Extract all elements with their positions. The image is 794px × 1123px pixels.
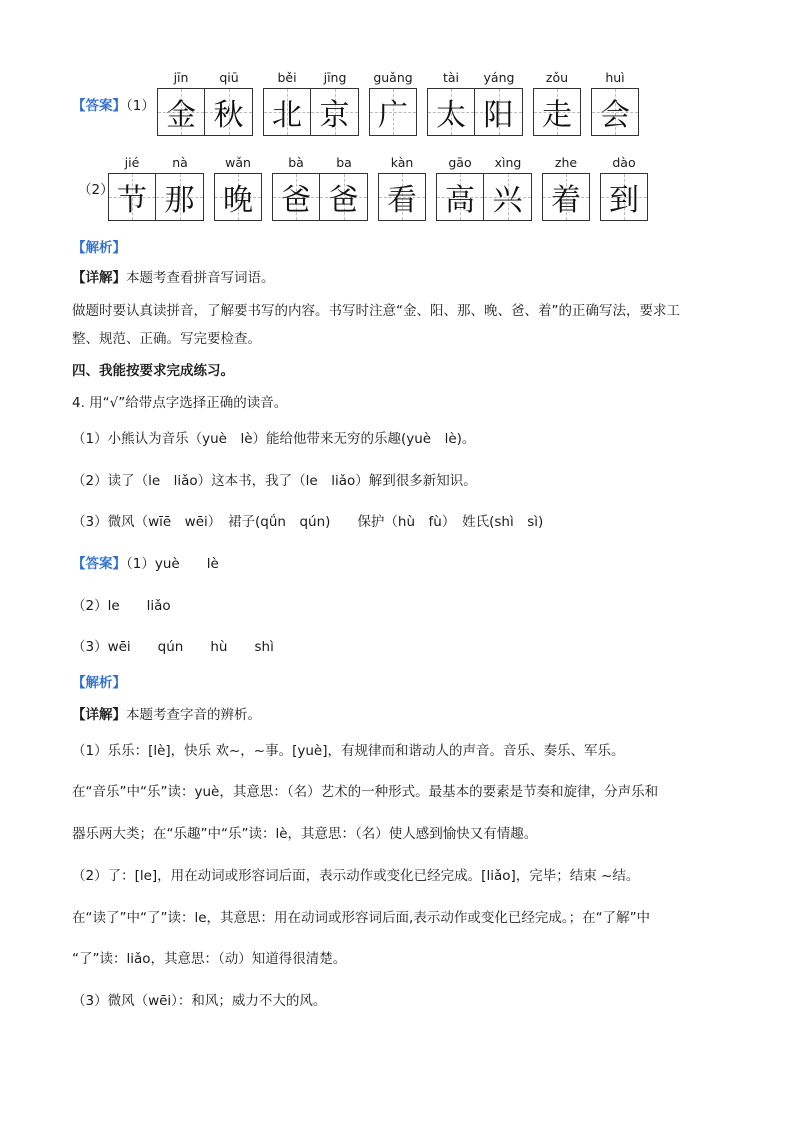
analysis-4-line-4: （2）了：[le]，用在动词或形容词后面，表示动作或变化已经完成。[liǎo]，完毕；结束 ~结。: [72, 868, 640, 884]
answer-1-label: 【答案】（1）: [72, 98, 155, 114]
analysis-4-detail: 【详解】本题考查字音的辨析。: [72, 707, 261, 723]
question-4-stem: 4. 用“√”给带点字选择正确的读音。: [72, 395, 288, 411]
char-cell: [542, 153, 590, 221]
pinyin-label: dào: [612, 155, 636, 170]
analysis-4-line-1: （1）乐乐：[lè]，快乐 欢~，~事。[yuè]，有规律而和谐动人的声音。音乐、奏乐、军乐。: [72, 743, 625, 759]
tianzige-box: [427, 88, 475, 136]
pinyin-label: qiū: [219, 70, 239, 85]
hanzi-character: 阳: [483, 98, 514, 133]
tianzige-box: [591, 88, 639, 136]
pinyin-label: nà: [172, 155, 188, 170]
analysis-4-line-3: 器乐两大类；在“乐趣”中“乐”读：lè，其意思：（名）使人感到愉快又有情趣。: [72, 826, 538, 842]
analysis-1-detail: 【详解】本题考查看拼音写词语。: [72, 270, 275, 286]
pinyin-label: kàn: [390, 155, 414, 170]
char-cell: [205, 68, 253, 136]
char-group: [542, 153, 590, 221]
analysis-4-line-2: 在“音乐”中“乐”读：yuè，其意思：（名）艺术的一种形式。最基本的要素是节奏和旋律，分声乐和: [72, 784, 659, 800]
answer-4-line-2: （2）le liǎo: [72, 598, 171, 614]
answer-4-line-1: 【答案】（1）yuè lè: [72, 556, 219, 572]
pinyin-label: bà: [288, 155, 304, 170]
pinyin-label: tài: [442, 70, 460, 85]
analysis-4-line-5: 在“读了”中“了”读：le，其意思：用在动词或形容词后面,表示动作或变化已经完成。；在“了解”中: [72, 910, 651, 926]
pinyin-label: wǎn: [225, 155, 251, 170]
hanzi-character: 那: [164, 183, 195, 218]
char-cell: [600, 153, 648, 221]
hanzi-character: 节: [117, 183, 147, 218]
hanzi-character: 晚: [223, 183, 253, 218]
pinyin-label: huì: [605, 70, 625, 85]
char-cell: [484, 153, 532, 221]
tianzige-box: [369, 88, 417, 136]
char-group: [378, 153, 426, 221]
pinyin-label: jié: [124, 155, 140, 170]
pinyin-label: yáng: [483, 70, 515, 85]
analysis-1-para-2: 整、规范、正确。写完要检查。: [72, 331, 261, 347]
tianzige-box: [263, 88, 311, 136]
hanzi-character: 爸: [281, 183, 311, 218]
pinyin-label: gāo: [448, 155, 472, 170]
char-group: [108, 153, 204, 221]
hanzi-character: 秋: [213, 98, 244, 133]
pinyin-label: jīng: [323, 70, 347, 85]
tianzige-box: [484, 173, 532, 221]
hanzi-character: 北: [272, 98, 302, 133]
char-cell: [427, 68, 475, 136]
char-group: [427, 68, 523, 136]
tianzige-box: [311, 88, 359, 136]
tianzige-box: [542, 173, 590, 221]
pinyin-label: zhe: [554, 155, 578, 170]
hanzi-character: 到: [609, 183, 639, 218]
char-cell: [157, 68, 205, 136]
tianzige-box: [205, 88, 253, 136]
hanzi-character: 广: [378, 98, 408, 133]
analysis-4-line-6: “了”读：liǎo，其意思：（动）知道得很清楚。: [72, 951, 347, 967]
tianzige-box: [378, 173, 426, 221]
hanzi-character: 金: [166, 98, 196, 133]
pinyin-label: zǒu: [545, 70, 569, 85]
pinyin-grid-row-2: [108, 153, 658, 221]
char-cell: [263, 68, 311, 136]
tianzige-box: [320, 173, 368, 221]
question-4-item-3: （3）微风（wīē wēi） 裙子(qǘn qún) 保护（hù fù） 姓氏(shì sì): [72, 514, 544, 530]
tianzige-box: [157, 88, 205, 136]
char-cell: [378, 153, 426, 221]
char-cell: [311, 68, 359, 136]
char-cell: [320, 153, 368, 221]
char-cell: [533, 68, 581, 136]
char-cell: [475, 68, 523, 136]
char-cell: [272, 153, 320, 221]
analysis-1-heading: 【解析】: [72, 240, 126, 256]
char-group: [600, 153, 648, 221]
analysis-4-line-7: （3）微风（wēi）：和风；威力不大的风。: [72, 993, 327, 1009]
char-group: [214, 153, 262, 221]
tianzige-box: [272, 173, 320, 221]
hanzi-character: 看: [387, 183, 417, 218]
char-group: [436, 153, 532, 221]
answer-2-label: （2）: [78, 182, 114, 198]
char-cell: [369, 68, 417, 136]
tianzige-box: [214, 173, 262, 221]
hanzi-character: 兴: [492, 183, 523, 218]
pinyin-label: xìng: [494, 155, 522, 170]
pinyin-grid-row-1: [157, 68, 649, 136]
hanzi-character: 走: [542, 98, 572, 133]
tianzige-box: [156, 173, 204, 221]
pinyin-label: běi: [277, 70, 297, 85]
pinyin-label: jīn: [173, 70, 189, 85]
hanzi-character: 太: [436, 98, 466, 133]
pinyin-label: guǎng: [373, 70, 413, 85]
char-group: [263, 68, 359, 136]
hanzi-character: 会: [600, 98, 630, 133]
question-4-item-1: （1）小熊认为音乐（yuè lè）能给他带来无穷的乐趣(yuè lè)。: [72, 431, 476, 447]
tianzige-box: [475, 88, 523, 136]
char-group: [591, 68, 639, 136]
hanzi-character: 高: [445, 183, 475, 218]
char-cell: [108, 153, 156, 221]
char-cell: [436, 153, 484, 221]
char-cell: [156, 153, 204, 221]
char-group: [369, 68, 417, 136]
char-cell: [214, 153, 262, 221]
tianzige-box: [600, 173, 648, 221]
tianzige-box: [533, 88, 581, 136]
pinyin-label: ba: [336, 155, 352, 170]
section-4-title: 四、我能按要求完成练习。: [72, 363, 234, 379]
answer-4-line-3: （3）wēi qún hù shì: [72, 639, 274, 655]
tianzige-box: [108, 173, 156, 221]
char-group: [272, 153, 368, 221]
analysis-1-para-1: 做题时要认真读拼音，了解要书写的内容。书写时注意“金、阳、那、晚、爸、着”的正确写法，要求工: [72, 303, 680, 319]
char-group: [157, 68, 253, 136]
char-cell: [591, 68, 639, 136]
tianzige-box: [436, 173, 484, 221]
analysis-4-heading: 【解析】: [72, 675, 126, 691]
hanzi-character: 京: [319, 98, 350, 133]
question-4-item-2: （2）读了（le liǎo）这本书，我了（le liǎo）解到很多新知识。: [72, 473, 477, 489]
hanzi-character: 爸: [328, 183, 359, 218]
hanzi-character: 着: [551, 183, 581, 218]
char-group: [533, 68, 581, 136]
